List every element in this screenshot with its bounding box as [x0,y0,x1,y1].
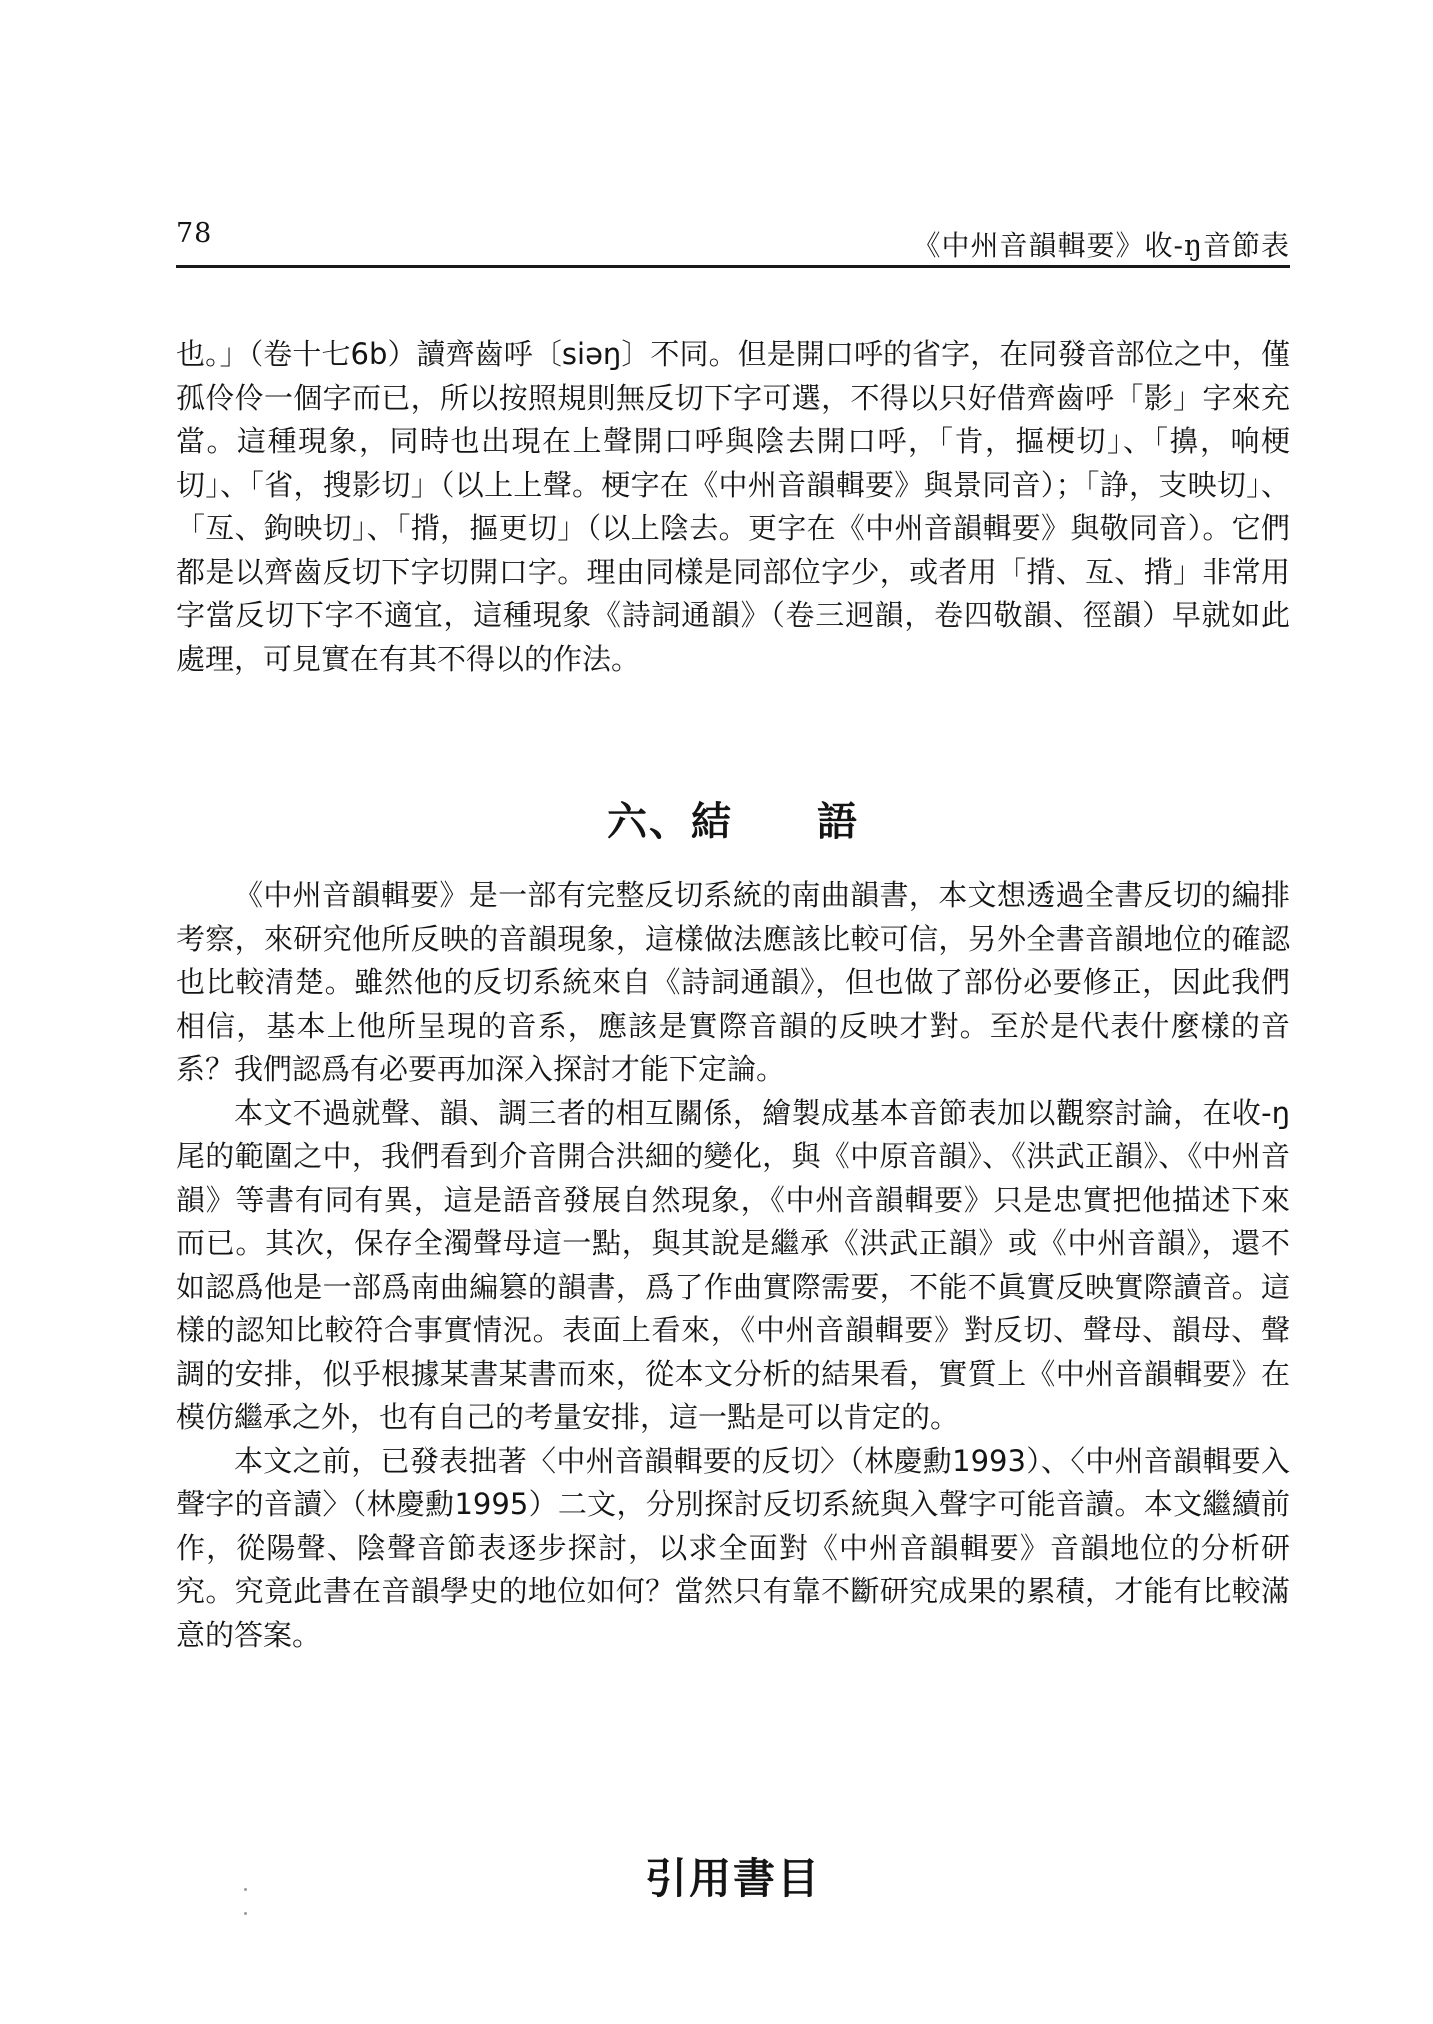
scan-speck [244,1912,247,1915]
paragraph-conclusion-2: 本文不過就聲、韻、調三者的相互關係，繪製成基本音節表加以觀察討論，在收-ŋ尾的範圍之中，我們看到介音開合洪細的變化，與《中原音韻》、《洪武正韻》、《中州音韻》等書有同有異，這是語音發展自然現象，《中州音韻輯要》只是忠實把他描述下來而已。其次，保存全濁聲母這一點，與其說是繼承《洪武正韻》或《中州音韻》，還不如認爲他是一部爲南曲編篡的韻書，爲了作曲實際需要，不能不眞實反映實際讀音。這樣的認知比較符合事實情況。表面上看來，《中州音韻輯要》對反切、聲母、韻母、聲調的安排，似乎根據某書某書而來，從本文分析的結果看，實質上《中州音韻輯要》在模仿繼承之外，也有自己的考量安排，這一點是可以肯定的。 [176,1095,1290,1434]
continued-paragraph-block [176,333,1290,681]
paragraph-conclusion-1: 《中州音韻輯要》是一部有完整反切系統的南曲韻書，本文想透過全書反切的編排考察，來研究他所反映的音韻現象，這樣做法應該比較可信，另外全書音韻地位的確認也比較清楚。雖然他的反切系統來自《詩詞通韻》，但也做了部份必要修正，因此我們相信，基本上他所呈現的音系，應該是實際音韻的反映才對。至於是代表什麼樣的音系？我們認爲有必要再加深入探討才能下定論。 [176,878,1290,1086]
running-title: 《中州音韻輯要》收-ŋ音節表 [912,229,1290,262]
section-heading-conclusion: 六、結 語 [607,799,859,845]
section-heading-references: 引用書目 [644,1854,821,1903]
paragraph-conclusion-3: 本文之前，已發表拙著〈中州音韻輯要的反切〉（林慶勳1993）、〈中州音韻輯要入聲字的音讀〉（林慶勳1995）二文，分別探討反切系統與入聲字可能音讀。本文繼續前作，從陽聲、陰聲音節表逐步探討，以求全面對《中州音韻輯要》音韻地位的分析研究。究竟此書在音韻學史的地位如何？當然只有靠不斷研究成果的累積，才能有比較滿意的答案。 [176,1443,1290,1652]
running-header [176,214,1290,266]
scan-speck [244,1888,247,1891]
page-number: 78 [176,218,213,249]
paragraph-continued: 也。」（卷十七6b）讀齊齒呼〔siəŋ〕不同。但是開口呼的省字，在同發音部位之中，僅孤伶伶一個字而已，所以按照規則無反切下字可選，不得以只好借齊齒呼「影」字來充當。這種現象，同時也出現在上聲開口呼與陰去開口呼，「肯，摳梗切」、「擤，响梗切」、「省，搜影切」（以上上聲。梗字在《中州音韻輯要》與景同音）；「諍，支映切」、「亙、鉤映切」、「揹，摳更切」（以上陰去。更字在《中州音韻輯要》與敬同音）。它們都是以齊齒反切下字切開口字。理由同樣是同部位字少，或者用「揹、亙、揹」非常用字當反切下字不適宜，這種現象《詩詞通韻》（卷三迥韻，卷四敬韻、徑韻）早就如此處理，可見實在有其不得以的作法。 [176,337,1290,676]
conclusion-section-body [176,874,1290,1657]
header-rule [176,265,1290,268]
